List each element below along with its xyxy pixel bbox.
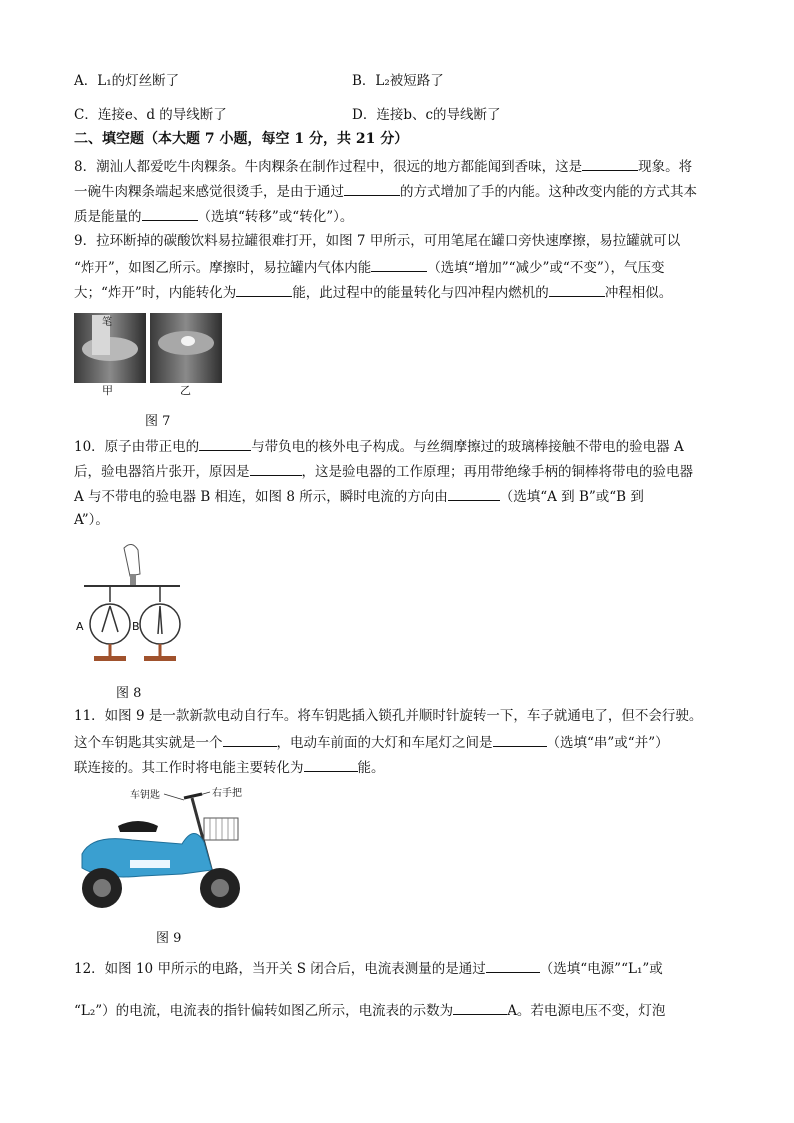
key-label: 车钥匙 xyxy=(130,790,160,801)
fig7-caption: 图 7 xyxy=(145,414,171,429)
fig8-caption: 图 8 xyxy=(116,686,142,701)
q8-blank-2[interactable] xyxy=(344,181,400,196)
rear-hub xyxy=(93,879,111,897)
fig9-caption: 图 9 xyxy=(156,931,182,946)
q12-blank-1[interactable] xyxy=(486,958,540,973)
q10-line4: A”）。 xyxy=(74,512,109,528)
q10-blank-1[interactable] xyxy=(199,436,251,451)
fig7-label-a: 甲 xyxy=(102,384,113,397)
q9-text: 大；“炸开”时，内能转化为 xyxy=(74,285,237,301)
hand-icon xyxy=(124,544,140,576)
handlebar xyxy=(184,794,202,798)
q9-text: 能，此过程中的能量转化与四冲程内燃机的 xyxy=(292,285,549,301)
q10-line1 xyxy=(74,436,684,456)
option-c: C．连接e、d 的导线断了 xyxy=(74,107,227,123)
figure-8 xyxy=(74,540,184,670)
key-pointer xyxy=(164,794,184,800)
q11-text: 联连接的。其工作时将电能主要转化为 xyxy=(74,760,304,776)
q11-text: 这个车钥匙其实就是一个 xyxy=(74,735,223,751)
q9-text: 冲程相似。 xyxy=(604,285,673,301)
bike-decal xyxy=(130,860,170,868)
q8-text: 质是能量的 xyxy=(74,209,142,225)
seat xyxy=(118,821,158,832)
basket xyxy=(204,818,238,840)
q12-line2 xyxy=(74,1000,665,1020)
q12-text: （选填“电源”“L₁”或 xyxy=(539,961,663,977)
handle-shape xyxy=(130,574,136,586)
q12-blank-2[interactable] xyxy=(453,1000,507,1015)
q10-line2 xyxy=(74,461,693,481)
q10-blank-3[interactable] xyxy=(448,486,500,501)
q10-blank-2[interactable] xyxy=(250,461,302,476)
q9-text: （选填“增加”“减少”或“不变”），气压变 xyxy=(427,260,665,276)
electroscope-b-base xyxy=(144,656,176,661)
q9-blank-2[interactable] xyxy=(236,282,292,297)
q9-text: “炸开”，如图乙所示。摩擦时，易拉罐内气体内能 xyxy=(74,260,372,276)
handle-label: 右手把 xyxy=(212,788,242,799)
q8-blank-1[interactable] xyxy=(582,156,638,171)
q8-text: 8．潮汕人都爱吃牛肉粿条。牛肉粿条在制作过程中，很远的地方都能闻到香味，这是 xyxy=(74,159,583,175)
fig8-label-a: A xyxy=(76,620,84,633)
pen-label: 笔 xyxy=(102,317,112,328)
q9-line1: 9．拉环断掉的碳酸饮料易拉罐很难打开，如图 7 甲所示，可用笔尾在罐口旁快速摩擦，易拉罐就可以 xyxy=(74,233,681,249)
q11-blank-2[interactable] xyxy=(493,732,547,747)
q8-line1 xyxy=(74,156,692,176)
electroscope-a-base xyxy=(94,656,126,661)
q10-text: （选填“A 到 B”或“B 到 xyxy=(499,489,644,505)
q11-line3 xyxy=(74,757,385,777)
q10-text: 10．原子由带正电的 xyxy=(74,439,200,455)
electroscope-a-leaves xyxy=(102,606,118,632)
option-a: A．L₁的灯丝断了 xyxy=(74,73,180,89)
q11-text: 能。 xyxy=(357,760,385,776)
q8-text: （选填“转移”或“转化”）。 xyxy=(197,209,354,225)
q10-text: 与带负电的核外电子构成。与丝绸摩擦过的玻璃棒接触不带电的验电器 A xyxy=(251,439,684,455)
q9-line2 xyxy=(74,257,664,277)
section-title: 二、填空题（本大题 7 小题，每空 1 分，共 21 分） xyxy=(74,131,409,147)
figure-7 xyxy=(74,313,222,397)
q8-line3 xyxy=(74,206,353,226)
q10-text: 后，验电器箔片张开，原因是 xyxy=(74,464,250,480)
q8-text: 一碗牛肉粿条端起来感觉很烫手，是由于通过 xyxy=(74,184,344,200)
fig8-label-b: B xyxy=(132,620,140,633)
q10-text: A 与不带电的验电器 B 相连，如图 8 所示，瞬时电流的方向由 xyxy=(74,489,448,505)
figure-9 xyxy=(72,784,252,918)
q9-line3 xyxy=(74,282,672,302)
option-d: D．连接b、c的导线断了 xyxy=(352,107,501,123)
q12-line1 xyxy=(74,958,663,978)
q10-line3 xyxy=(74,486,644,506)
q11-text: ，电动车前面的大灯和车尾灯之间是 xyxy=(276,735,493,751)
q9-blank-1[interactable] xyxy=(371,257,427,272)
q12-text: A。若电源电压不变，灯泡 xyxy=(507,1003,666,1019)
q9-blank-3[interactable] xyxy=(549,282,605,297)
electroscope-b-leaves xyxy=(158,606,162,634)
q11-blank-3[interactable] xyxy=(304,757,358,772)
foam-shape xyxy=(181,336,195,346)
fig7-label-b: 乙 xyxy=(180,384,191,397)
basket-mesh xyxy=(210,818,234,840)
q10-text: ，这是验电器的工作原理；再用带绝缘手柄的铜棒将带电的验电器 xyxy=(301,464,693,480)
q11-text: （选填“串”或“并”） xyxy=(546,735,669,751)
q8-line2 xyxy=(74,181,697,201)
q8-text: 现象。将 xyxy=(638,159,693,175)
q11-blank-1[interactable] xyxy=(223,732,277,747)
q8-text: 的方式增加了手的内能。这种改变内能的方式其本 xyxy=(400,184,697,200)
option-b: B．L₂被短路了 xyxy=(352,73,444,89)
q11-line2 xyxy=(74,732,669,752)
q12-text: “L₂”）的电流，电流表的指针偏转如图乙所示，电流表的示数为 xyxy=(74,1003,454,1019)
q11-line1: 11．如图 9 是一款新款电动自行车。将车钥匙插入锁孔并顺时针旋转一下，车子就通电了，但不会行驶。 xyxy=(74,708,703,724)
front-hub xyxy=(211,879,229,897)
electroscope-a xyxy=(90,604,130,644)
q12-text: 12．如图 10 甲所示的电路，当开关 S 闭合后，电流表测量的是通过 xyxy=(74,961,486,977)
q8-blank-3[interactable] xyxy=(142,206,198,221)
